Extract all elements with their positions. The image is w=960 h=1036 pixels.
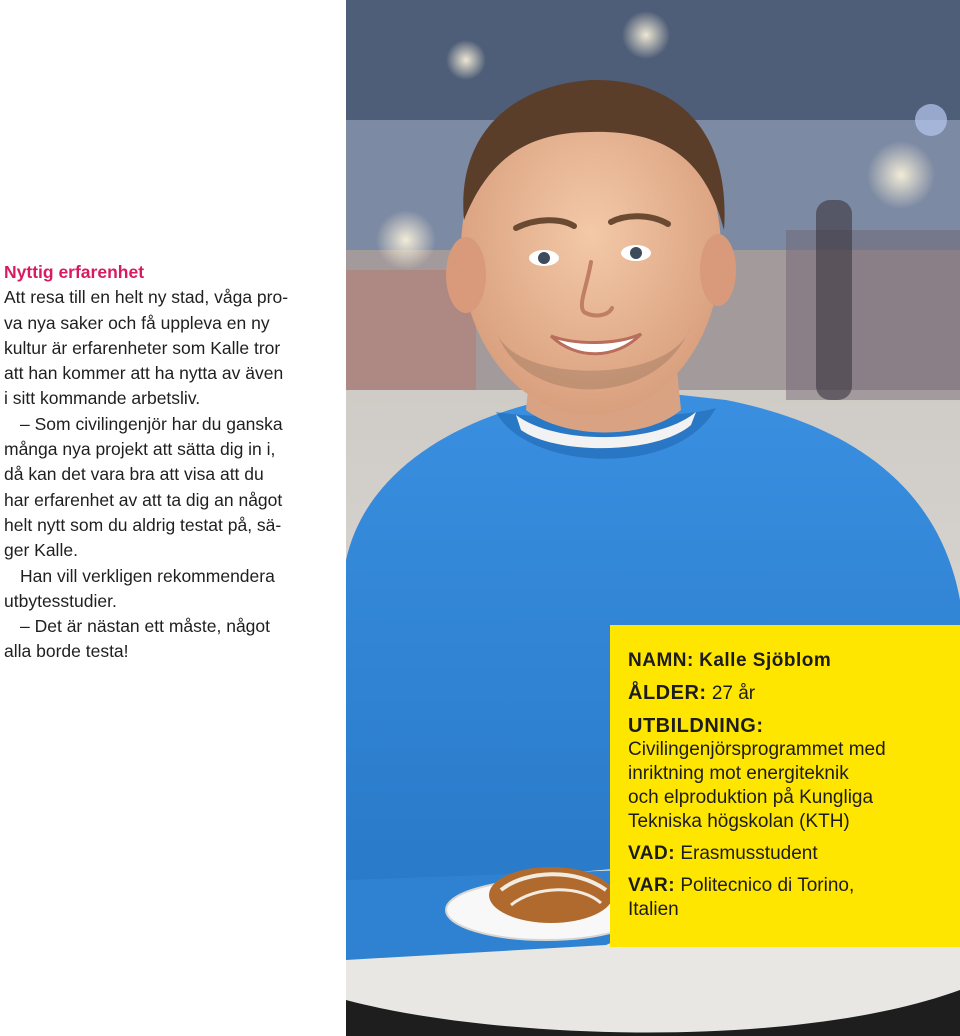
age-row [628, 681, 950, 706]
where-line: Italien [628, 899, 679, 920]
article-line: – Det är nästan ett måste, något [20, 616, 271, 637]
where-label: VAR: [628, 875, 676, 896]
name-value: Kalle Sjöblom [699, 650, 832, 671]
name-label: NAMN: [628, 650, 694, 671]
education-line: Tekniska högskolan (KTH) [628, 811, 850, 832]
article-line: utbytesstudier. [4, 590, 117, 611]
education-label: UTBILDNING: [628, 715, 764, 737]
article-line: – Som civilingenjör har du ganska [20, 413, 283, 434]
education-row [628, 714, 950, 834]
what-label: VAD: [628, 843, 676, 864]
article-line: att han kommer att ha nytta av även [4, 363, 284, 384]
age-value: 27 år [711, 683, 756, 704]
where-line: Politecnico di Torino, [680, 875, 855, 896]
name-row [628, 649, 950, 673]
education-line: inriktning mot energiteknik [628, 763, 849, 784]
age-label: ÅLDER: [628, 682, 707, 704]
where-row [628, 874, 950, 922]
article-line: Han vill verkligen rekommendera [20, 565, 275, 586]
article-line: alla borde testa! [4, 641, 129, 662]
profile-info-box [610, 625, 960, 947]
article-line: va nya saker och få uppleva en ny [4, 312, 270, 333]
education-line: och elproduktion på Kungliga [628, 787, 874, 808]
article-line: kultur är erfarenheter som Kalle tror [4, 337, 281, 358]
article-line: Att resa till en helt ny stad, våga pro- [4, 287, 289, 308]
what-value: Erasmusstudent [680, 843, 818, 864]
article-line: ger Kalle. [4, 540, 78, 561]
article-line: i sitt kommande arbetsliv. [4, 388, 201, 409]
article [4, 260, 308, 665]
article-line: då kan det vara bra att visa att du [4, 464, 264, 485]
education-line: Civilingenjörsprogrammet med [628, 739, 886, 760]
what-row [628, 842, 950, 866]
article-line: har erfarenhet av att ta dig an något [4, 489, 283, 510]
article-heading: Nyttig erfarenhet [4, 262, 145, 282]
article-line: helt nytt som du aldrig testat på, sä- [4, 514, 282, 535]
article-line: många nya projekt att sätta dig in i, [4, 439, 276, 460]
